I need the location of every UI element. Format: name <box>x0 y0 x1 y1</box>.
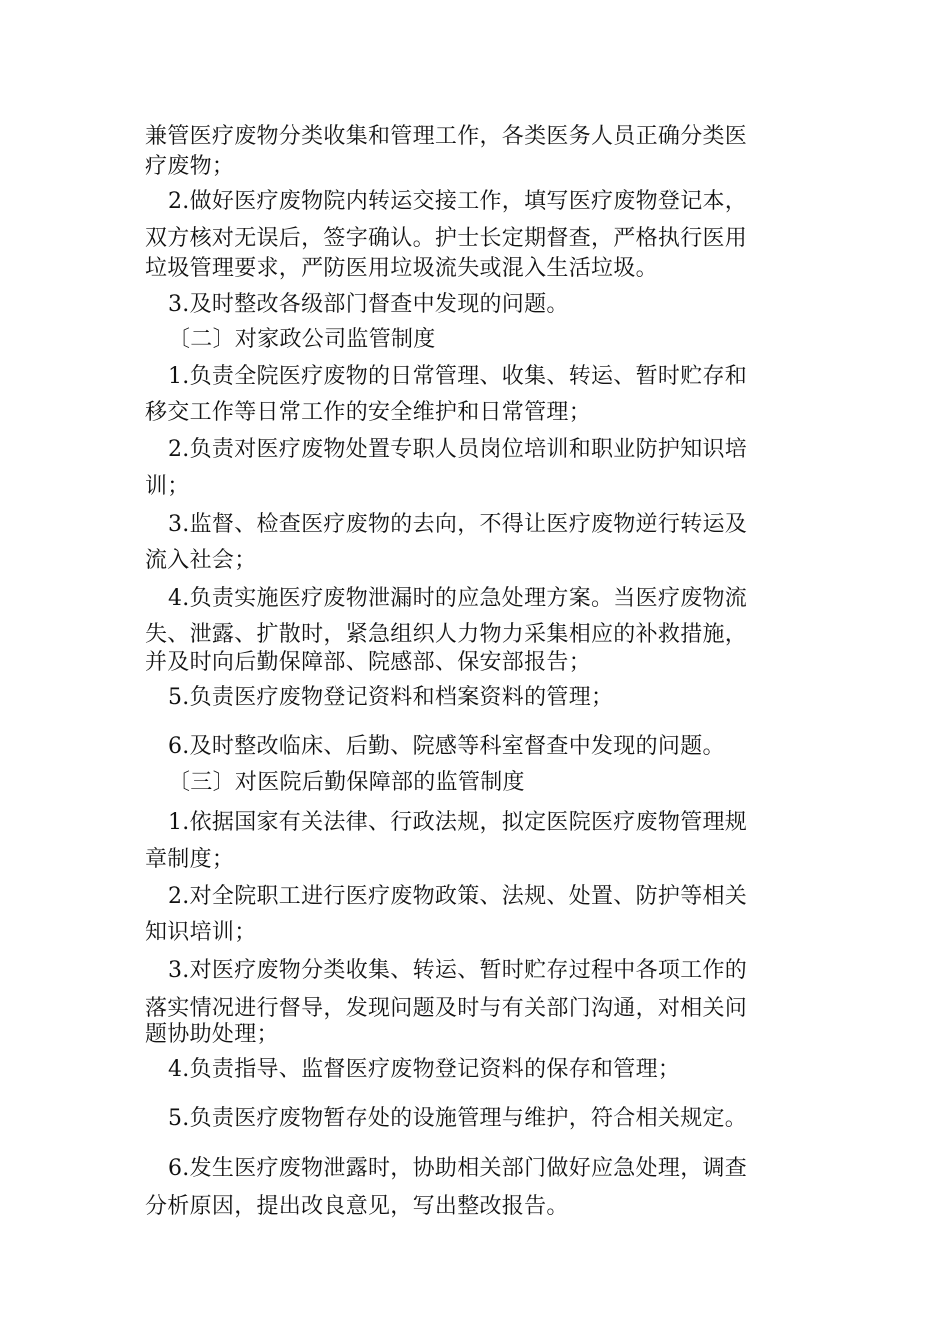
text-line: 4.负责实施医疗废物泄漏时的应急处理方案。当医疗废物流 <box>168 586 748 611</box>
text-line: 5.负责医疗废物登记资料和档案资料的管理； <box>168 685 614 710</box>
text-line: 双方核对无误后，签字确认。护士长定期督查，严格执行医用 <box>145 226 748 251</box>
text-line: 并及时向后勤保障部、院感部、保安部报告； <box>145 650 592 675</box>
text-line: 流入社会； <box>145 548 257 573</box>
text-line: 章制度； <box>145 847 235 872</box>
section-heading: 〔三〕对医院后勤保障部的监管制度 <box>168 770 525 795</box>
text-line: 2.负责对医疗废物处置专职人员岗位培训和职业防护知识培 <box>168 437 748 462</box>
text-line: 失、泄露、扩散时，紧急组织人力物力采集相应的补救措施， <box>145 622 748 647</box>
text-line: 落实情况进行督导，发现问题及时与有关部门沟通，对相关问 <box>145 996 748 1021</box>
text-line: 1.负责全院医疗废物的日常管理、收集、转运、暂时贮存和 <box>168 364 748 389</box>
text-line: 分析原因，提出改良意见，写出整改报告。 <box>145 1194 569 1219</box>
text-line: 移交工作等日常工作的安全维护和日常管理； <box>145 400 592 425</box>
text-line: 4.负责指导、监督医疗废物登记资料的保存和管理； <box>168 1057 681 1082</box>
text-line: 3.对医疗废物分类收集、转运、暂时贮存过程中各项工作的 <box>168 958 748 983</box>
text-line: 5.负责医疗废物暂存处的设施管理与维护，符合相关规定。 <box>168 1106 748 1131</box>
text-line: 垃圾管理要求，严防医用垃圾流失或混入生活垃圾。 <box>145 256 658 281</box>
text-line: 3.及时整改各级部门督查中发现的问题。 <box>168 292 569 317</box>
text-line: 疗废物； <box>145 154 235 179</box>
text-line: 题协助处理； <box>145 1022 279 1047</box>
text-line: 训； <box>145 474 190 499</box>
text-line: 6.及时整改临床、后勤、院感等科室督查中发现的问题。 <box>168 734 725 759</box>
text-line: 6.发生医疗废物泄露时，协助相关部门做好应急处理，调查 <box>168 1156 748 1181</box>
text-line: 2.对全院职工进行医疗废物政策、法规、处置、防护等相关 <box>168 884 748 909</box>
text-line: 知识培训； <box>145 920 257 945</box>
text-line: 2.做好医疗废物院内转运交接工作，填写医疗废物登记本， <box>168 189 748 214</box>
text-line: 1.依据国家有关法律、行政法规，拟定医院医疗废物管理规 <box>168 810 748 835</box>
text-line: 兼管医疗废物分类收集和管理工作，各类医务人员正确分类医 <box>145 124 748 149</box>
section-heading: 〔二〕对家政公司监管制度 <box>168 327 436 352</box>
text-line: 3.监督、检查医疗废物的去向，不得让医疗废物逆行转运及 <box>168 512 748 537</box>
